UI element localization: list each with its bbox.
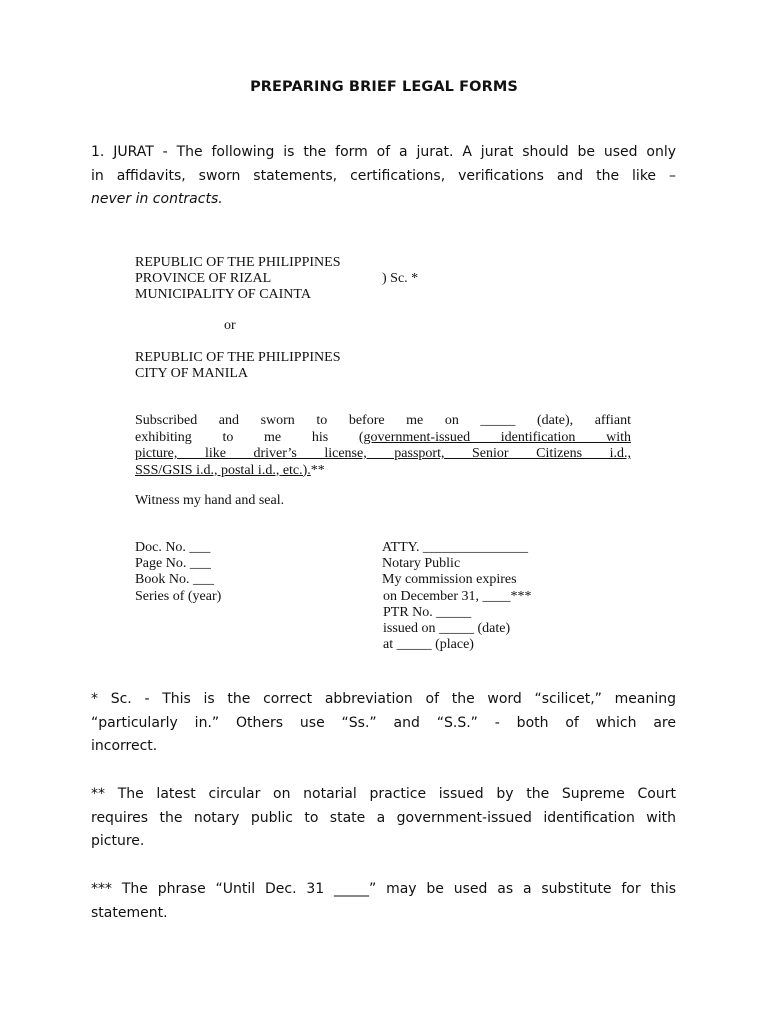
commission-date: on December 31, ____*** bbox=[383, 588, 532, 604]
venue-block-manila bbox=[135, 350, 341, 382]
subscribed-line-1: Subscribed and sworn to before me on _____ (date), affiant bbox=[135, 413, 631, 428]
jurat-intro-line-2: in affidavits, sworn statements, certifications, verifications and the like – bbox=[91, 167, 676, 184]
venue-municipality: MUNICIPALITY OF CAINTA bbox=[135, 287, 311, 302]
notary-signature-block bbox=[382, 540, 532, 653]
subscribed-line-3: picture, like driver’s license, passport, Senior Citizens i.d., bbox=[135, 446, 631, 461]
footnote-1-line-2: “particularly in.” Others use “Ss.” and “S.S.” - both of which are bbox=[91, 714, 676, 731]
venue-republic-2: REPUBLIC OF THE PHILIPPINES bbox=[135, 350, 341, 365]
atty-line: ATTY. _______________ bbox=[382, 540, 528, 555]
ptr-no: PTR No. _____ bbox=[383, 604, 472, 620]
document-numbers-block bbox=[135, 540, 221, 605]
issued-at: at _____ (place) bbox=[383, 637, 474, 653]
subscribed-line-2-text: exhibiting to me his bbox=[135, 429, 359, 445]
footnote-3-line-1: *** The phrase “Until Dec. 31 _____” may be used as a substitute for this bbox=[91, 881, 676, 897]
page-no: Page No. ___ bbox=[135, 556, 211, 572]
double-asterisk: ** bbox=[310, 462, 325, 478]
footnote-scilicet bbox=[91, 688, 676, 759]
jurat-intro-paragraph bbox=[91, 141, 676, 212]
footnote-1-line-1: * Sc. - This is the correct abbreviation of the word “scilicet,” meaning bbox=[91, 691, 676, 707]
jurat-intro-line-3: never in contracts. bbox=[91, 191, 223, 207]
subscribed-sworn-paragraph bbox=[135, 413, 631, 479]
footnote-circular bbox=[91, 783, 676, 854]
footnote-2-line-2: requires the notary public to state a government-issued identification with bbox=[91, 809, 676, 826]
venue-city: CITY OF MANILA bbox=[135, 366, 249, 381]
series-year: Series of (year) bbox=[135, 588, 222, 604]
or-separator: or bbox=[224, 318, 236, 333]
footnote-2-line-3: picture. bbox=[91, 833, 145, 849]
book-no: Book No. ___ bbox=[135, 572, 214, 588]
id-list-underlined: SSS/GSIS i.d., postal i.d., etc.). bbox=[135, 462, 311, 478]
subscribed-line-4 bbox=[135, 463, 631, 480]
jurat-intro-line-1: 1. JURAT - The following is the form of a jurat. A jurat should be used only bbox=[91, 144, 676, 160]
scilicet-marker: ) Sc. * bbox=[382, 271, 419, 286]
id-requirement-underlined: (government-issued identification with bbox=[358, 429, 631, 445]
issued-on: issued on _____ (date) bbox=[383, 621, 511, 637]
footnote-until bbox=[91, 878, 676, 925]
footnote-1-line-3: incorrect. bbox=[91, 738, 158, 754]
venue-republic: REPUBLIC OF THE PHILIPPINES bbox=[135, 255, 341, 270]
venue-block-rizal bbox=[135, 255, 341, 303]
doc-no: Doc. No. ___ bbox=[135, 540, 211, 555]
page-title: PREPARING BRIEF LEGAL FORMS bbox=[250, 79, 518, 95]
notary-public: Notary Public bbox=[382, 556, 461, 572]
footnote-2-line-1: ** The latest circular on notarial practice issued by the Supreme Court bbox=[91, 786, 676, 802]
subscribed-line-2 bbox=[135, 430, 631, 447]
witness-line: Witness my hand and seal. bbox=[135, 493, 285, 508]
venue-province: PROVINCE OF RIZAL bbox=[135, 271, 272, 286]
footnote-3-line-2: statement. bbox=[91, 904, 168, 921]
commission-expires: My commission expires bbox=[382, 572, 517, 588]
